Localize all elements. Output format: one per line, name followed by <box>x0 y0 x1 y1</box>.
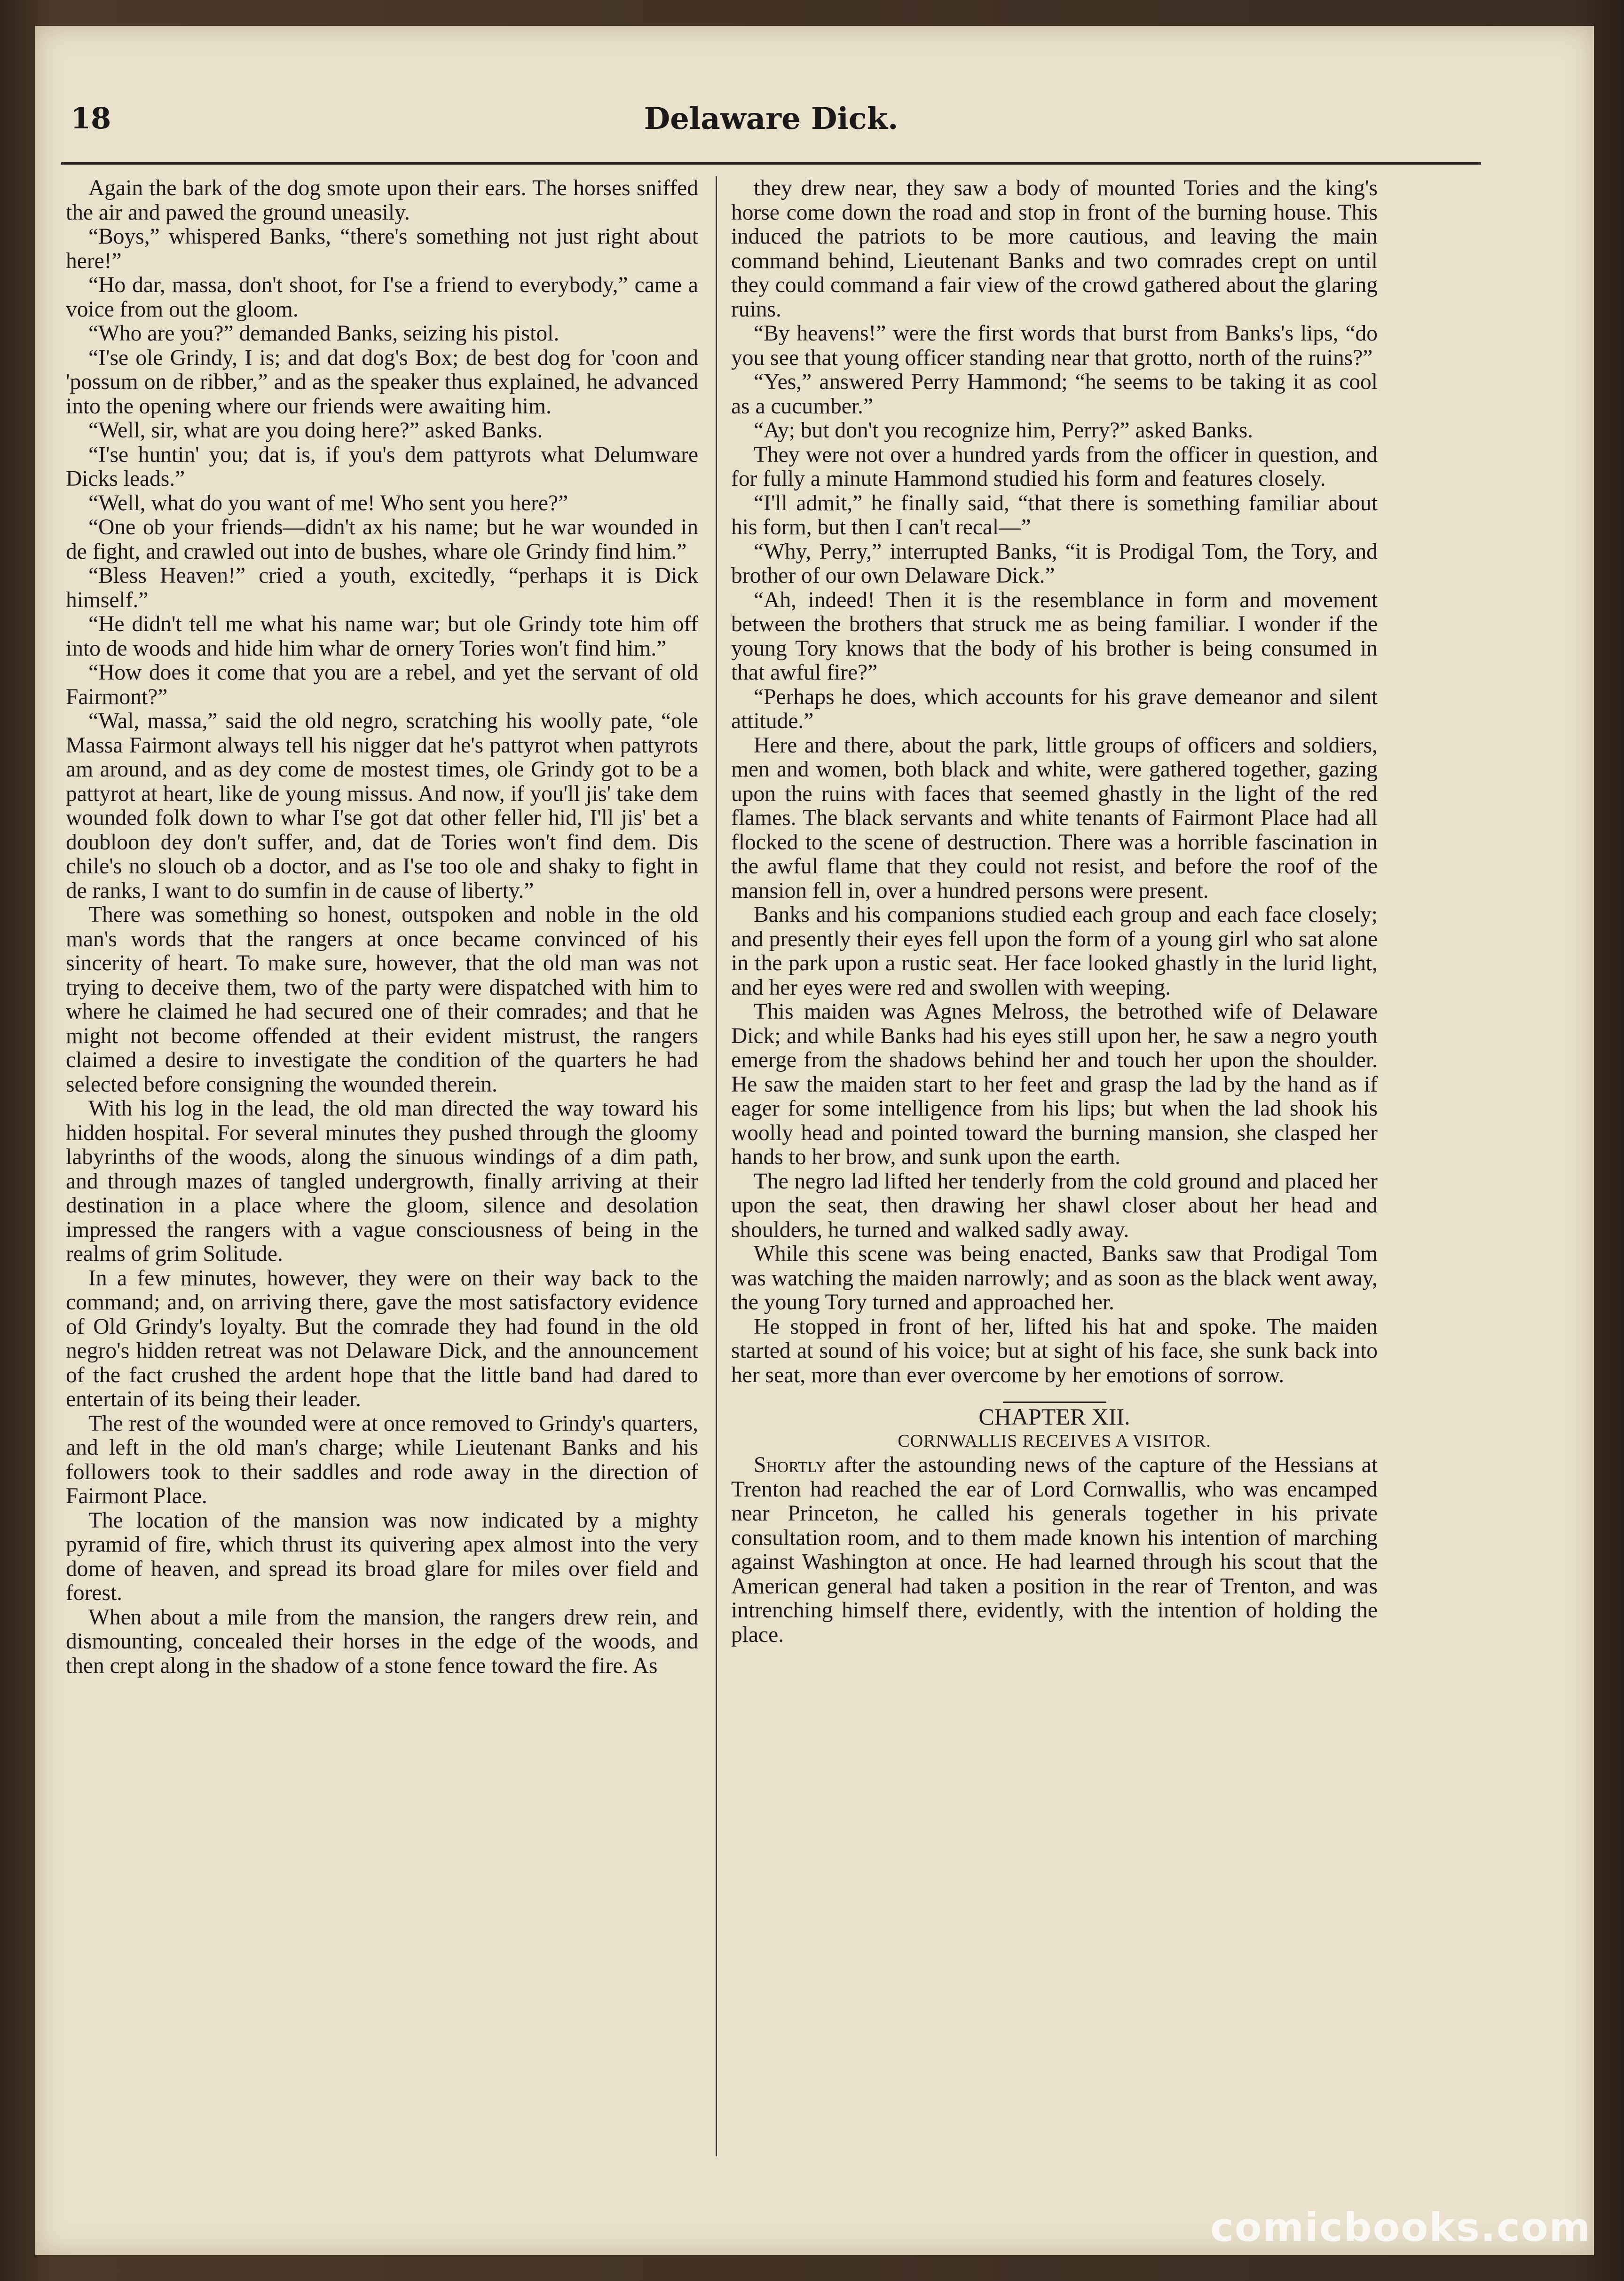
paragraph: “Well, what do you want of me! Who sent you here?” <box>88 491 568 515</box>
paragraph: Here and there, about the park, little groups of officers and soldiers, men and women, both black and white, were gathered together, gazing upon the ruins with faces that seemed ghastly in the light of the red flames. The black servants and white tenants of Fairmont Place had all flocked to the scene of destruction. There was a horrible fascination in the awful flame that they could not resist, and before the roof of the mansion fell in, over a hundred persons were present. <box>731 733 1378 903</box>
paragraph: In a few minutes, however, they were on their way back to the command; and, on arriving there, gave the most satisfactory evidence of Old Grindy's loyalty. But the comrade they had found in the old negro's hidden retreat was not Delaware Dick, and the announcement of the fact crushed the ardent hope that the little band had dared to entertain of its being their leader. <box>66 1266 698 1411</box>
watermark-text: comicbooks.com <box>1210 2204 1591 2250</box>
right-column-paragraphs <box>731 176 1378 1387</box>
paragraph: “Well, sir, what are you doing here?” asked Banks. <box>88 418 543 443</box>
paragraph: The location of the mansion was now indicated by a mighty pyramid of fire, which thrust its quivering apex almost into the very dome of heaven, and spread its broad glare for miles over field and forest. <box>66 1508 698 1605</box>
paragraph: They were not over a hundred yards from the officer in question, and for fully a minute Hammond studied his form and features closely. <box>731 442 1378 491</box>
paragraph: The rest of the wounded were at once removed to Grindy's quarters, and left in the old man's charge; while Lieutenant Banks and his followers took to their saddles and rode away in the direction of Fairmont Place. <box>66 1411 698 1508</box>
page-title: Delaware Dick. <box>644 101 899 136</box>
paragraph: “Ho dar, massa, don't shoot, for I'se a friend to everybody,” came a voice from out the gloom. <box>66 273 698 322</box>
chapter-number: CHAPTER XII. <box>978 1403 1130 1430</box>
paragraph: “Why, Perry,” interrupted Banks, “it is Prodigal Tom, the Tory, and brother of our own Delaware Dick.” <box>731 539 1378 588</box>
paragraph: He stopped in front of her, lifted his hat and spoke. The maiden started at sound of his voice; but at sight of his face, she sunk back into her seat, more than ever overcome by her emotions of sorrow. <box>731 1314 1378 1387</box>
paragraph: “He didn't tell me what his name war; but ole Grindy tote him off into de woods and hide him whar de ornery Tories won't find him.” <box>66 612 698 661</box>
paragraph: “One ob your friends—didn't ax his name; but he war wounded in de fight, and crawled out into de bushes, whare ole Grindy find him.” <box>66 515 698 564</box>
paragraph: “Bless Heaven!” cried a youth, excitedly, “perhaps it is Dick himself.” <box>66 563 698 612</box>
paragraph: “Ay; but don't you recognize him, Perry?” asked Banks. <box>754 418 1253 443</box>
paragraph: “Perhaps he does, which accounts for his grave demeanor and silent attitude.” <box>731 684 1378 733</box>
paragraph: “Boys,” whispered Banks, “there's something not just right about here!” <box>66 224 698 273</box>
header-rule <box>61 162 1481 165</box>
text-columns <box>61 176 1481 2199</box>
paragraph: “I'se huntin' you; dat is, if you's dem pattyrots what Delumware Dicks leads.” <box>66 442 698 491</box>
paragraph: “I'll admit,” he finally said, “that there is something familiar about his form, but then I can't recal—” <box>731 491 1378 539</box>
left-column <box>66 176 698 2199</box>
column-divider <box>716 176 717 2156</box>
paragraph: There was something so honest, outspoken and noble in the old man's words that the rangers at once became convinced of his sincerity of heart. To make sure, however, that the old man was not trying to deceive them, two of the party were dispatched with him to where he claimed he had secured one of their comrades; and that he might not become offended at their evident mistrust, the rangers claimed a desire to investigate the condition of the quarters he had selected before consigning the wounded therein. <box>66 903 698 1097</box>
paragraph: “I'se ole Grindy, I is; and dat dog's Box; de best dog for 'coon and 'possum on de ribber,” and as the speaker thus explained, he advanced into the opening where our friends were awaiting him. <box>66 345 698 419</box>
page-content <box>61 92 1481 2199</box>
right-column <box>731 176 1378 2199</box>
running-head <box>61 92 1481 148</box>
paragraph: Again the bark of the dog smote upon their ears. The horses sniffed the air and pawed the ground uneasily. <box>66 176 698 225</box>
paragraph: “Yes,” answered Perry Hammond; “he seems to be taking it as cool as a cucumber.” <box>731 370 1378 419</box>
paragraph: This maiden was Agnes Melross, the betrothed wife of Delaware Dick; and while Banks had his eyes still upon her, he saw a negro youth emerge from the shadows behind her and touch her upon the shoulder. He saw the maiden start to her feet and grasp the lad by the hand as if eager for some intelligence from his lips; but when the lad shook his woolly head and pointed toward the burning mansion, she clasped her hands to her brow, and sunk upon the earth. <box>731 999 1378 1169</box>
paragraph: “Who are you?” demanded Banks, seizing his pistol. <box>88 321 560 346</box>
paragraph: When about a mile from the mansion, the rangers drew rein, and dismounting, concealed their horses in the edge of the woods, and then crept along in the shadow of a stone fence toward the fire. As <box>66 1605 698 1678</box>
chapter-lead-word: Shortly <box>754 1453 827 1477</box>
paragraph: “How does it come that you are a rebel, and yet the servant of old Fairmont?” <box>66 660 698 709</box>
paragraph: they drew near, they saw a body of mounted Tories and the king's horse come down the road and stop in front of the burning house. This induced the patriots to be more cautious, and leaving the main command behind, Lieutenant Banks and two comrades crept on until they could command a fair view of the crowd gathered about the glaring ruins. <box>731 176 1378 322</box>
chapter-title: CORNWALLIS RECEIVES A VISITOR. <box>898 1431 1211 1451</box>
paragraph: With his log in the lead, the old man directed the way toward his hidden hospital. For several minutes they pushed through the gloomy labyrinths of the woods, along the sinuous windings of a dim path, and through mazes of tangled undergrowth, finally arriving at their destination in a place where the gloom, silence and desolation impressed the rangers with a vague consciousness of being in the realms of grim Solitude. <box>66 1096 698 1266</box>
paragraph: “Wal, massa,” said the old negro, scratching his woolly pate, “ole Massa Fairmont always tell his nigger dat he's pattyrot when pattyrots am around, and as dey come de mostest times, ole Grindy got to be a pattyrot at heart, like de young missus. And now, if you'll jis' take dem wounded folk down to whar I'se got dat other feller hid, I'll jis' bet a doubloon dey don't suffer, and, dat de Tories won't find dem. Dis chile's no slouch ob a doctor, and as I'se too ole and shaky to fight in de ranks, I want to do sumfin in de cause of liberty.” <box>66 709 698 903</box>
paragraph: Banks and his companions studied each group and each face closely; and presently their eyes fell upon the form of a young girl who sat alone in the park upon a rustic seat. Her face looked ghastly in the lurid light, and her eyes were red and swollen with weeping. <box>731 903 1378 1000</box>
page-number: 18 <box>71 101 111 135</box>
chapter-opening-paragraph <box>731 1453 1378 1647</box>
chapter-rule <box>1003 1402 1106 1403</box>
paragraph: While this scene was being enacted, Banks saw that Prodigal Tom was watching the maiden narrowly; and as soon as the black went away, the young Tory turned and approached her. <box>731 1242 1378 1315</box>
book-page <box>35 26 1594 2255</box>
paragraph: “Ah, indeed! Then it is the resemblance in form and movement between the brothers that struck me as being familiar. I wonder if the young Tory knows that the body of his brother is being consumed in that awful fire?” <box>731 587 1378 685</box>
chapter-opening-text: after the astounding news of the capture of the Hessians at Trenton had reached the ear of Lord Cornwallis, who was encamped near Princeton, he called his generals together in his private consultation room, and to them made known his intention of marching against Washington at once. He had learned through his scout that the American general had taken a position in the rear of Trenton, and was intrenching himself there, evidently, with the intention of holding the place. <box>731 1453 1378 1647</box>
paragraph: The negro lad lifted her tenderly from the cold ground and placed her upon the seat, then drawing her shawl closer about her head and shoulders, he turned and walked sadly away. <box>731 1169 1378 1242</box>
paragraph: “By heavens!” were the first words that burst from Banks's lips, “do you see that young officer standing near that grotto, north of the ruins?” <box>731 321 1378 370</box>
